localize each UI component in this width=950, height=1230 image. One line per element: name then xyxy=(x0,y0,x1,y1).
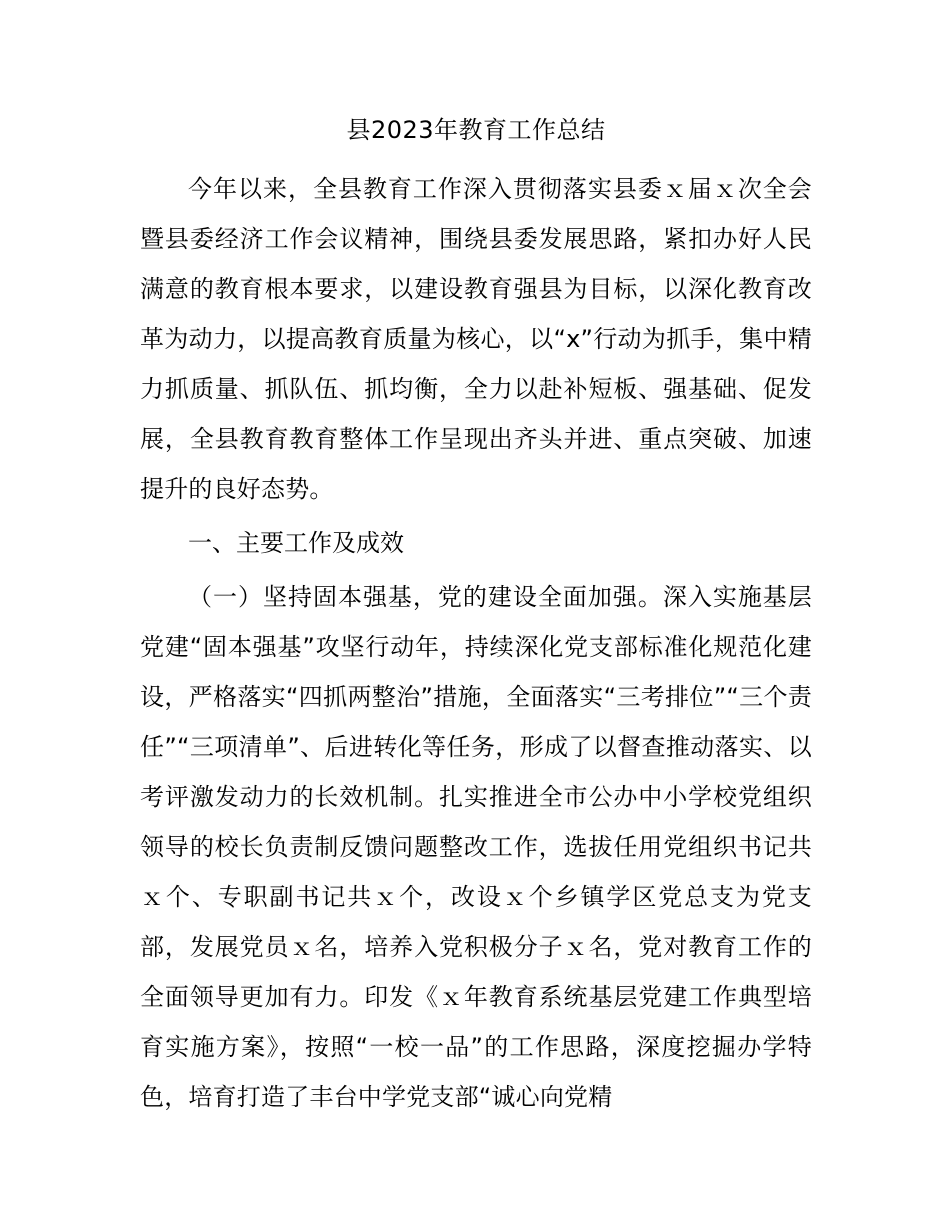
document-title: 县2023年教育工作总结 xyxy=(346,116,606,144)
intro-paragraph: 今年以来，全县教育工作深入贯彻落实县委ｘ届ｘ次全会暨县委经济工作会议精神，围绕县委发展思路，紧扣办好人民满意的教育根本要求，以建设教育强县为目标，以深化教育改革为动力，以提高教育质量为核心，以“x”行动为抓手，集中精力抓质量、抓队伍、抓均衡，全力以赴补短板、强基础、促发展，全县教育教育整体工作呈现出齐头并进、重点突破、加速提升的良好态势。 xyxy=(140,175,812,503)
party-building-paragraph: （一）坚持固本强基，党的建设全面加强。深入实施基层党建“固本强基”攻坚行动年，持续深化党支部标准化规范化建设，严格落实“四抓两整治”措施，全面落实“三考排位”“三个责任”“三项清单”、后进转化等任务，形成了以督查推动落实、以考评激发动力的长效机制。扎实推进全市公办中小学校党组织领导的校长负责制反馈问题整改工作，选拔任用党组织书记共ｘ个、专职副书记共ｘ个，改设ｘ个乡镇学区党总支为党支部，发展党员ｘ名，培养入党积极分子ｘ名，党对教育工作的全面领导更加有力。印发《ｘ年教育系统基层党建工作典型培育实施方案》，按照“一校一品”的工作思路，深度挖掘办学特色，培育打造了丰台中学党支部“诚心向党精 xyxy=(140,583,812,1111)
document-page xyxy=(140,110,812,1122)
section-heading-main-work: 一、主要工作及成效 xyxy=(188,529,404,557)
